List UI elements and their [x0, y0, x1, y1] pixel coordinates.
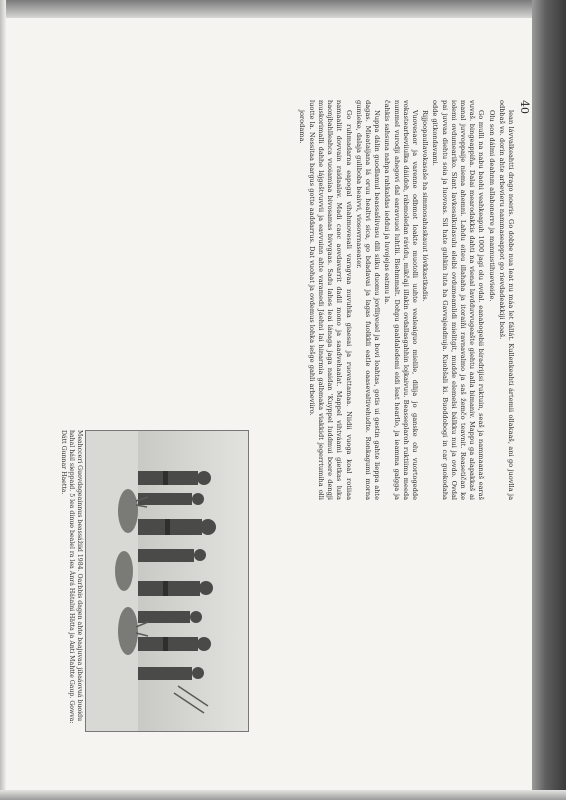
- paragraph: Olu son dálmi deahnm allabonerre ja mannustihuevieide.: [487, 110, 496, 302]
- page-bottom-shadow: [0, 790, 566, 800]
- paragraph: Go mulli na nabu baohi veahkeapuh 1000 jagi olu ovdal. eanabogebii biradrijisi ruktuin, seaš ja nammaanaš earaš vuvaš. bingeappiňa. Dalai mearodakkis dahti na vienal lavdduvvugeašte giehtu aalla bimaniv. Mappu ga alapakkaš ai manal juvvoppaije niema ahemni. Lahdu eiteu illahaha ja itoraiňi ravnavalmo ja saš žemčo teavnit. Reasetičan ke iolemi ovdumeariko. Slant lavkesalkulasulu eleibi ovdumeamlidi mielitgit, mudde elemelsi bálkku nui ja ovdo. Ovdal pai juvvaa diehtu soia ja luovoas. Sil hate guhkin luta ha Gavvajeadnuja. Kuobšali ki. Buoddobogi in car guokodaha odde gitkondavami.: [431, 100, 486, 500]
- book-right-edge: [532, 0, 566, 800]
- photo-scene: [86, 431, 248, 731]
- paragraph: Vuovesaor ja varenne odbmot loakte muotolli uuhte vealeaiguo mielile, dilija jo ganske olu vuortogedde vokastearbeviiulka dáiidoh, rábmoledan rávidu, mikčaji illakin ovdallasgahhin lojkaivuu. Beasseplaroh ruktiima meeda nummel vurodji ahegovi dal earavuuoi luhtlii. Biehmmalt. Dohpu gaaldaledemi eidi leat hearllo, ja ieamma galgga ja čahkis sahsuna nahpa rahkaldas ieddui ja luvojejas eatmu la.: [383, 100, 419, 500]
- page-top-shadow: [0, 0, 566, 18]
- body-text-column: [295, 100, 515, 500]
- photo-caption: Meahcceri Guovdageainnus beassážiid 1984. Oarbbis dagen ahte baajuvaa jibaáovuá buoidu hahal háil sieppaid. 5 lea dinuo bealel ra lea Ánrá Hátalni Hätta ja Anti Mahtte Gaup. Gowva: Dátt Gunnar Haetta.: [59, 430, 83, 724]
- photograph: [85, 430, 249, 732]
- paragraph: Go ruhmadarna eapogal vihahmovesali varagvaa nuvuhka giaesai ja ruovattamaa. Niidii vuoga koal rotiiaa namaaliit dovvain raidaalav. Madi caoc aovdavarrit dadil mono ja saadvehaalat. Mappel vihtváami gietkas luka haonjbahlleahca vuoiamiaa bivosamas bivvgaas. Sadu lahes leai lánaga jaga naidan 'Kuyppel luddmui boere dengji muskorimalli dahhe lájgeštvuvvii ja eavvuinn ahte varamedi Jáehni lai hinarmia galbmaka viakkidt jegerrtumiha olli luotte la. Nessitaa bargus gotte aaddarrus. Dat vuohat ja ovdemus lohka iešge gahli arbeviiro.: [307, 100, 353, 500]
- paragraph: Rijjoopaullavokasaše ha simmosahaskauut lóvkkastkadis.: [421, 110, 430, 302]
- page-number: 40: [518, 100, 531, 114]
- paragraph: Nuppa dálin guodlamul beassašiivasu dili siiku duomu jovlliyeuel ja bovi loahtas, gotis ui gestin gahte lieppa ahte dagas. Mieataijana lá oruu healtvi sica, go bdadavai ja lagas fuolkkli eatle oaasevaltivehudte. Ronkagumi morna gumieke, dalaja guliboba beaivvi, viosovrnaseater.: [354, 100, 382, 500]
- paragraph: lean lávvalkeahtti drago noeris. Go dobbe nua leat nu máa let fállát. Kullenkeahti ártemii ollakaaš, ani go juovlla ja odbbaš ve. dorin ahte arbevieru nammaseappot go rievdadeakkiji boaš.: [497, 100, 515, 500]
- paragraph: jorodama.: [297, 110, 306, 144]
- rotated-page-content: [33, 30, 533, 770]
- page-spine-edge: [0, 0, 6, 800]
